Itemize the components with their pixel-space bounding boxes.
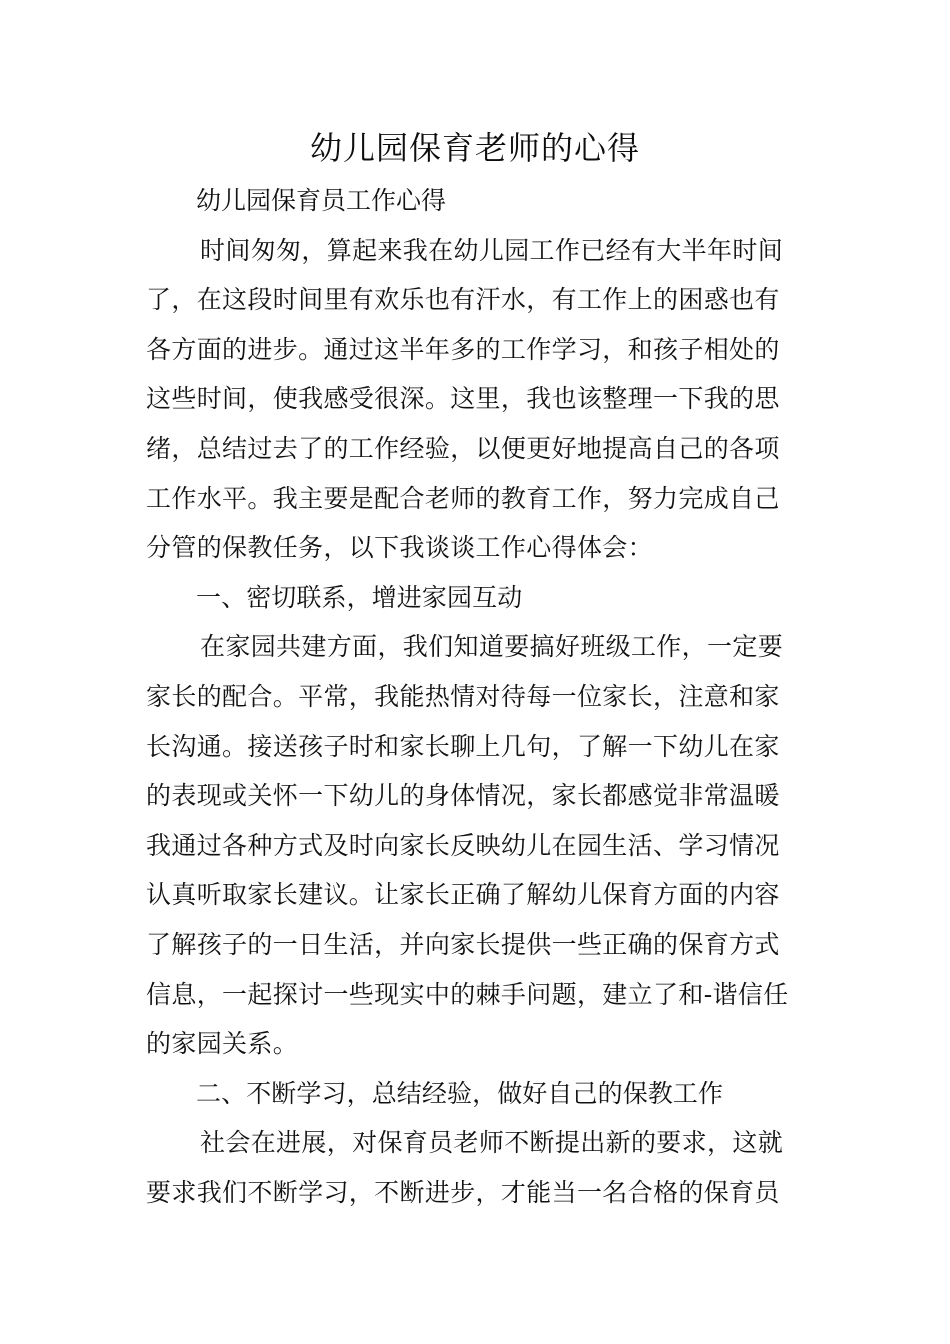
paragraph-line: 我通过各种方式及时向家长反映幼儿在园生活、学习情况 [146, 830, 780, 860]
paragraph-line: 长沟通。接送孩子时和家长聊上几句，了解一下幼儿在家 [146, 731, 780, 761]
paragraph-line: 社会在进展，对保育员老师不断提出新的要求，这就 [200, 1128, 784, 1158]
paragraph-line: 工作水平。我主要是配合老师的教育工作，努力完成自己 [146, 483, 780, 513]
paragraph-line: 各方面的进步。通过这半年多的工作学习，和孩子相处的 [146, 334, 780, 364]
paragraph-line: 了，在这段时间里有欢乐也有汗水，有工作上的困惑也有 [146, 285, 780, 315]
paragraph-line: 的家园关系。 [146, 1029, 299, 1059]
paragraph-line: 的表现或关怀一下幼儿的身体情况，家长都感觉非常温暖 [146, 781, 780, 811]
paragraph-line: 这些时间，使我感受很深。这里，我也该整理一下我的思 [146, 384, 780, 414]
paragraph-line: 要求我们不断学习，不断进步，才能当一名合格的保育员 [146, 1177, 780, 1207]
paragraph-line: 在家园共建方面，我们知道要搞好班级工作，一定要 [200, 632, 784, 662]
section-heading: 二、不断学习，总结经验，做好自己的保教工作 [196, 1078, 724, 1108]
document-title: 幼儿园保育老师的心得 [309, 129, 640, 167]
document-body [146, 176, 810, 1217]
paragraph-line: 认真听取家长建议。让家长正确了解幼儿保育方面的内容 [146, 880, 780, 910]
document-subtitle: 幼儿园保育员工作心得 [196, 186, 447, 215]
paragraph-line: 绪，总结过去了的工作经验，以便更好地提高自己的各项 [146, 433, 780, 463]
paragraph-line: 时间匆匆，算起来我在幼儿园工作已经有大半年时间 [200, 235, 784, 265]
paragraph-line: 了解孩子的一日生活，并向家长提供一些正确的保育方式 [146, 929, 780, 959]
paragraph-line: 分管的保教任务，以下我谈谈工作心得体会： [146, 533, 654, 563]
paragraph-line: 信息，一起探讨一些现实中的棘手问题，建立了和-谐信任 [146, 979, 789, 1009]
section-heading: 一、密切联系，增进家园互动 [196, 582, 523, 612]
paragraph-line: 家长的配合。平常，我能热情对待每一位家长，注意和家 [146, 681, 780, 711]
